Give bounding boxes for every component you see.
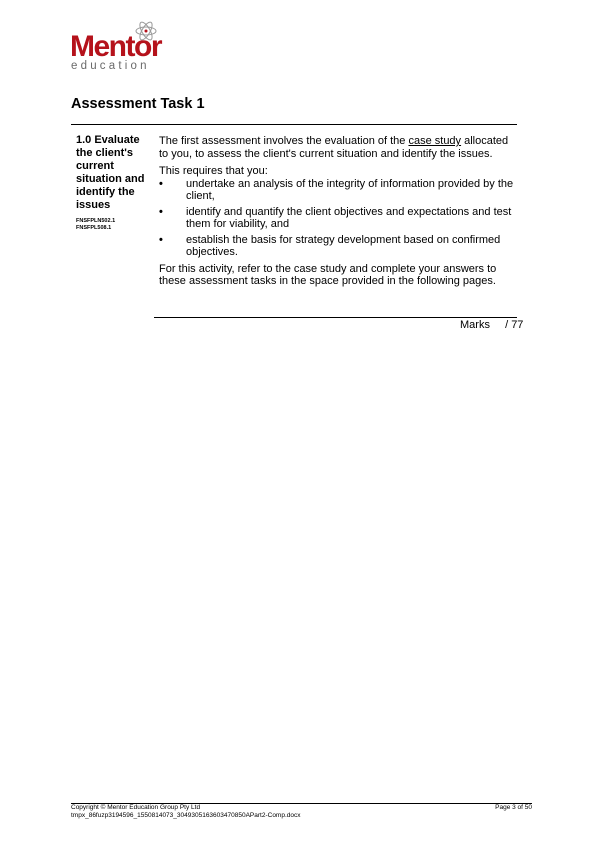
list-item xyxy=(159,206,517,231)
table-bottom-rule xyxy=(154,317,517,318)
task-description xyxy=(159,135,517,288)
marks-total: / 77 xyxy=(505,319,524,331)
footer-filename: tmpx_86fuzp3194596_1550814073_3049305163603470850APart2-Comp.docx xyxy=(71,812,301,819)
footer-page-number: Page 3 of 50 xyxy=(495,804,532,811)
bullet-icon: • xyxy=(159,205,163,218)
intro-paragraph xyxy=(159,135,517,160)
mentor-logo xyxy=(70,22,170,74)
closing-paragraph: For this activity, refer to the case study and complete your answers to these assessment tasks in the space provided in the following pages. xyxy=(159,262,497,287)
marks-row xyxy=(460,319,523,331)
page-heading: Assessment Task 1 xyxy=(71,96,205,112)
list-item-text: undertake an analysis of the integrity of information provided by the client, xyxy=(186,177,514,202)
marks-label: Marks xyxy=(460,319,490,331)
assessment-task-table xyxy=(71,124,517,318)
bullet-icon: • xyxy=(159,177,163,190)
logo-subword: education xyxy=(71,60,150,72)
logo-word: Mentor xyxy=(70,30,161,63)
unit-code: FNSFPL508.1 xyxy=(76,224,112,231)
list-item xyxy=(159,234,517,259)
unit-code: FNSFPLN502.1 xyxy=(76,218,116,224)
task-label-column xyxy=(76,134,152,231)
unit-codes xyxy=(76,218,152,231)
footer-left xyxy=(71,804,451,820)
list-item-text: establish the basis for strategy development based on confirmed objectives. xyxy=(186,233,501,258)
table-top-rule xyxy=(71,124,517,125)
intro-text-end: allocated to you, to assess the client's current situation and identify the issues. xyxy=(159,135,509,160)
list-item-text: identify and quantify the client objectives and expectations and test them for viability, and xyxy=(186,205,512,230)
requirements-list xyxy=(159,178,517,259)
list-item xyxy=(159,178,517,203)
case-study-link[interactable]: case study xyxy=(408,135,462,147)
intro-text: The first assessment involves the evaluation of the xyxy=(159,135,409,147)
footer-copyright: Copyright © Mentor Education Group Pty Ltd xyxy=(71,804,201,811)
task-title: 1.0 Evaluate the client's current situation and identify the issues xyxy=(76,134,145,211)
bullet-icon: • xyxy=(159,233,163,246)
requires-text: This requires that you: xyxy=(159,165,268,177)
